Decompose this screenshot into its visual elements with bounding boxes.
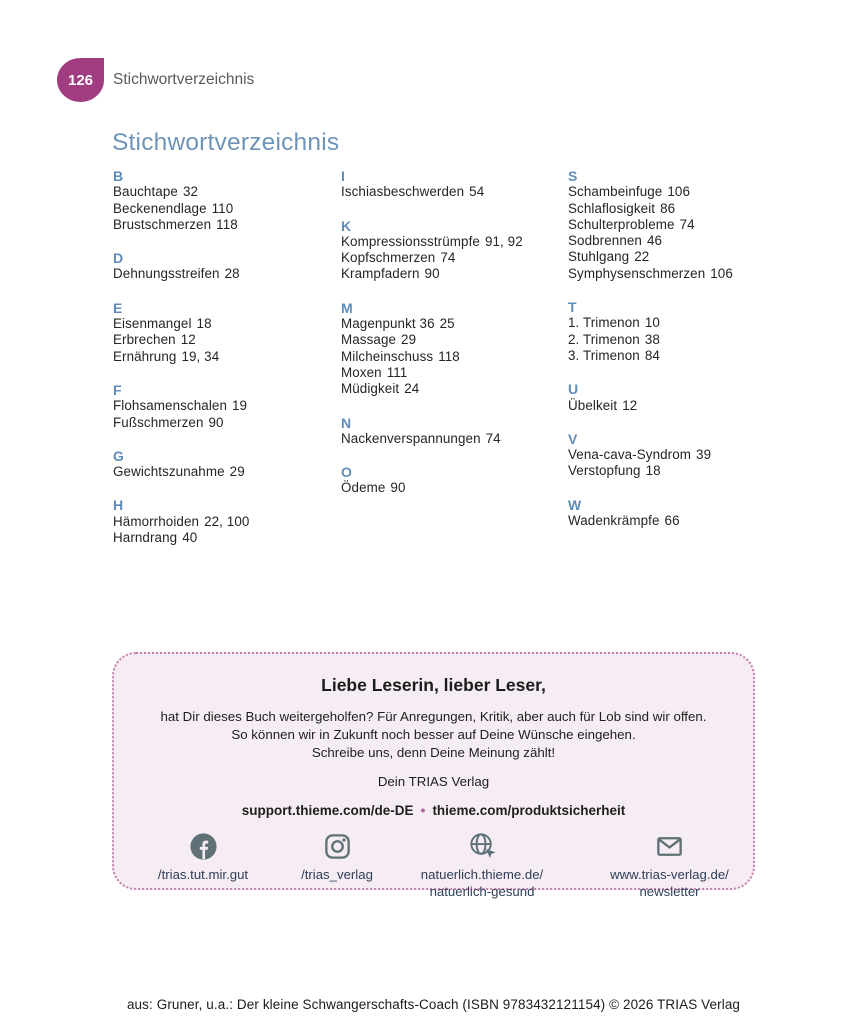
instagram-icon <box>322 831 353 862</box>
index-pages: 10 <box>644 315 660 331</box>
support-link-right: thieme.com/produktsicherheit <box>432 803 626 818</box>
index-term: Schulterprobleme <box>568 216 675 232</box>
index-term: Schlaflosigkeit <box>568 200 656 216</box>
index-entry <box>568 266 773 282</box>
index-entry <box>341 184 568 200</box>
index-group <box>568 168 773 282</box>
index-term: Moxen <box>341 364 382 380</box>
index-term: Kopfschmerzen <box>341 250 436 266</box>
index-letter: W <box>568 496 582 513</box>
index-entry <box>568 348 773 364</box>
index-letter: T <box>568 299 577 316</box>
index-letter: H <box>113 497 124 514</box>
index-entry <box>113 217 341 233</box>
index-entry <box>113 464 341 480</box>
index-group <box>113 168 341 233</box>
index-term: Wadenkrämpfe <box>568 513 660 529</box>
index-entry <box>568 463 773 479</box>
index-entry <box>113 332 341 348</box>
index-entry <box>341 480 568 496</box>
index-entry <box>568 233 773 249</box>
index-pages: 22 <box>634 249 650 265</box>
index-term: Brustschmerzen <box>113 216 212 232</box>
index-entry <box>113 266 341 282</box>
social-link-label: /trias.tut.mir.gut <box>157 867 249 882</box>
social-item <box>292 831 382 900</box>
feedback-title: Liebe Leserin, lieber Leser, <box>321 675 546 695</box>
social-link-label: /trias_verlag <box>301 867 373 882</box>
index-pages: 12 <box>180 332 196 348</box>
index-group <box>113 300 341 365</box>
index-entry <box>341 381 568 397</box>
index-entry <box>568 398 773 414</box>
envelope-icon <box>654 831 685 862</box>
index-letter: B <box>113 168 124 184</box>
index-pages: 25 <box>439 316 455 332</box>
index-group <box>568 299 773 364</box>
index-pages: 19, 34 <box>181 348 220 364</box>
index-entry <box>568 315 773 331</box>
index-entry <box>113 415 341 431</box>
index-group <box>341 218 568 283</box>
index-term: 1. Trimenon <box>568 315 640 331</box>
index-term: Verstopfung <box>568 463 641 479</box>
index-pages: 18 <box>196 316 212 332</box>
index-pages: 106 <box>710 265 733 281</box>
index-group <box>341 464 568 497</box>
index-pages: 40 <box>182 530 198 546</box>
index-entry <box>568 332 773 348</box>
social-item <box>582 831 757 900</box>
index-entry <box>341 234 568 250</box>
index-entry <box>341 365 568 381</box>
index-term: Beckenendlage <box>113 200 207 216</box>
index-pages: 29 <box>229 464 245 480</box>
facebook-icon <box>188 831 219 862</box>
index-group <box>113 448 341 481</box>
index-term: Übelkeit <box>568 397 618 413</box>
index-pages: 12 <box>622 397 638 413</box>
index-entry <box>568 249 773 265</box>
index-pages: 90 <box>208 414 224 430</box>
index-group <box>341 168 568 201</box>
index-entry <box>113 398 341 414</box>
index <box>113 168 773 546</box>
index-pages: 74 <box>679 216 695 232</box>
index-letter: O <box>341 464 352 481</box>
index-pages: 111 <box>386 364 408 380</box>
index-term: Kompressionsstrümpfe <box>341 233 480 249</box>
index-term: Stuhlgang <box>568 249 630 265</box>
index-group <box>113 382 341 431</box>
feedback-body-line: Schreibe uns, denn Deine Meinung zählt! <box>311 745 556 760</box>
index-term: Krampfadern <box>341 266 420 282</box>
index-pages: 90 <box>424 266 440 282</box>
separator-bullet: • <box>420 802 426 818</box>
index-letter: M <box>341 299 353 316</box>
index-pages: 39 <box>696 447 712 463</box>
index-group <box>568 431 773 480</box>
social-row <box>114 831 753 900</box>
feedback-body-line: hat Dir dieses Buch weitergeholfen? Für Anregungen, Kritik, aber auch für Lob sind wir offen. <box>160 709 707 724</box>
index-term: Fußschmerzen <box>113 414 204 430</box>
index-term: Ischiasbeschwerden <box>341 184 465 200</box>
index-letter: G <box>113 447 124 464</box>
index-pages: 54 <box>469 184 485 200</box>
feedback-box <box>112 652 755 899</box>
index-entry <box>568 184 773 200</box>
index-group <box>568 497 773 530</box>
index-letter: U <box>568 381 579 398</box>
index-letter: S <box>568 168 578 184</box>
page-title: Stichwortverzeichnis <box>112 129 340 156</box>
index-term: Magenpunkt 36 <box>341 316 435 332</box>
index-term: Milcheinschuss <box>341 348 434 364</box>
index-pages: 38 <box>644 331 660 347</box>
index-column <box>568 168 773 546</box>
index-term: Erbrechen <box>113 332 176 348</box>
social-link-label: www.trias-verlag.de/ newsletter <box>610 867 729 899</box>
index-entry <box>341 431 568 447</box>
index-pages: 84 <box>644 347 660 363</box>
index-entry <box>113 514 341 530</box>
index-entry <box>341 349 568 365</box>
social-item <box>114 831 292 900</box>
index-entry <box>341 266 568 282</box>
index-pages: 29 <box>401 332 417 348</box>
index-pages: 74 <box>485 430 501 446</box>
index-entry <box>568 217 773 233</box>
support-link-left: support.thieme.com/de-DE <box>241 803 414 818</box>
index-letter: D <box>113 250 124 267</box>
index-pages: 106 <box>667 184 691 200</box>
index-entry <box>113 201 341 217</box>
index-group <box>113 497 341 546</box>
index-pages: 86 <box>660 200 676 216</box>
index-term: Müdigkeit <box>341 381 400 397</box>
index-pages: 66 <box>664 513 680 529</box>
index-term: Schambeinfuge <box>568 184 663 200</box>
feedback-signature: Dein TRIAS Verlag <box>377 774 490 789</box>
credit-line: aus: Gruner, u.a.: Der kleine Schwangerschafts-Coach (ISBN 9783432121154) © 2026 TRIAS Verlag <box>126 997 741 1012</box>
index-term: Eisenmangel <box>113 316 192 332</box>
index-column <box>113 168 341 546</box>
index-pages: 74 <box>440 250 456 266</box>
index-term: Vena-cava-Syndrom <box>568 447 692 463</box>
index-term: Hämorrhoiden <box>113 513 200 529</box>
index-term: Massage <box>341 332 397 348</box>
globe-cursor-icon <box>467 831 498 862</box>
support-links <box>114 802 753 818</box>
index-group <box>341 300 568 398</box>
feedback-body <box>114 708 753 762</box>
page-number-badge: 126 <box>57 58 104 102</box>
index-term: Symphysenschmerzen <box>568 265 706 281</box>
index-entry <box>113 316 341 332</box>
index-term: Ernährung <box>113 348 177 364</box>
index-letter: V <box>568 430 578 447</box>
social-link-label: natuerlich.thieme.de/ natuerlich-gesund <box>420 867 544 899</box>
index-term: Harndrang <box>113 530 178 546</box>
index-pages: 118 <box>438 348 460 364</box>
index-term: Bauchtape <box>113 184 178 200</box>
index-pages: 46 <box>646 233 663 249</box>
index-term: Gewichtszunahme <box>113 464 225 480</box>
running-header: Stichwortverzeichnis <box>113 71 255 88</box>
index-entry <box>113 184 341 200</box>
index-pages: 19 <box>232 398 248 414</box>
index-column <box>341 168 568 546</box>
feedback-body-line: So können wir in Zukunft noch besser auf Deine Wünsche eingehen. <box>231 727 636 742</box>
index-letter: N <box>341 414 352 431</box>
index-group <box>341 415 568 448</box>
index-letter: I <box>341 168 345 184</box>
index-pages: 24 <box>404 381 420 397</box>
index-pages: 22, 100 <box>204 513 250 529</box>
index-term: Ödeme <box>341 480 386 496</box>
index-pages: 28 <box>224 266 240 282</box>
index-pages: 91, 92 <box>484 233 523 249</box>
index-pages: 118 <box>216 216 238 232</box>
index-entry <box>113 530 341 546</box>
index-entry <box>568 513 773 529</box>
index-entry <box>341 316 568 332</box>
index-term: Dehnungsstreifen <box>113 266 220 282</box>
index-letter: E <box>113 299 123 316</box>
index-term: Nackenverspannungen <box>341 430 481 446</box>
index-pages: 32 <box>182 184 199 200</box>
index-pages: 90 <box>390 480 406 496</box>
index-group <box>568 381 773 414</box>
index-term: 3. Trimenon <box>568 347 640 363</box>
index-letter: K <box>341 217 352 234</box>
index-pages: 18 <box>645 463 661 479</box>
index-term: Sodbrennen <box>568 233 642 249</box>
index-group <box>113 250 341 283</box>
index-entry <box>568 447 773 463</box>
index-entry <box>341 250 568 266</box>
index-pages: 110 <box>211 200 234 216</box>
index-term: 2. Trimenon <box>568 331 640 347</box>
index-entry <box>341 332 568 348</box>
index-term: Flohsamenschalen <box>113 398 227 414</box>
index-letter: F <box>113 381 122 398</box>
index-entry <box>568 201 773 217</box>
social-item <box>382 831 582 900</box>
index-entry <box>113 349 341 365</box>
